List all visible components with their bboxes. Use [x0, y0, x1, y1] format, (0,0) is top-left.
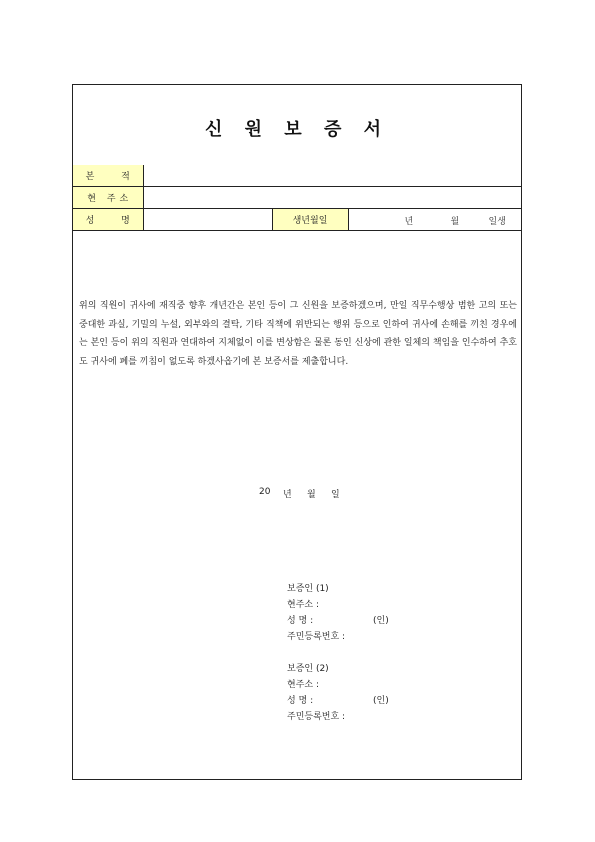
birthdate-field[interactable] — [348, 209, 522, 231]
address-field[interactable] — [143, 187, 522, 209]
name-field[interactable] — [143, 209, 272, 231]
birth-year-unit: 년 — [404, 217, 414, 227]
guarantee-statement: 위의 직원이 귀사에 재직중 향후 개년간은 본인 등이 그 신원을 보증하겠으며, 만일 직무수행상 범한 고의 또는 중대한 과실, 기밀의 누설, 외부와의 결탁, 기타 직책에 위반되는 행위 등으로 인하여 귀사에 손해를 끼친 경우에는 본인 등이 위의 직원과 연대하여 지체없이 이를 변상함은 물론 동인 신상에 관한 일체의 책임을 인수하여 추호도 귀사에 폐를 끼침이 없도록 하겠사옵기에 본 보증서를 제출합니다. — [79, 301, 517, 368]
info-row-address — [73, 187, 522, 209]
guarantor-1-name-label: 성 명 : — [287, 616, 314, 626]
info-row-name — [73, 209, 522, 231]
guarantor-1-address-label: 현주소 : — [287, 600, 319, 610]
document-title: 신 원 보 증 서 — [204, 119, 389, 140]
guarantor-2-heading: 보증인 (2) — [287, 664, 329, 674]
date-day-unit: 일 — [331, 490, 340, 500]
date-prefix: 20 — [259, 487, 271, 497]
guarantor-1-name-row — [287, 613, 389, 629]
address-label: 현 주소 — [73, 187, 143, 209]
guarantor-1-heading: 보증인 (1) — [287, 584, 329, 594]
birth-day-unit: 일생 — [488, 217, 506, 227]
domicile-label: 본 적 — [73, 165, 143, 187]
guarantor-2-id-label: 주민등록번호 : — [287, 712, 346, 722]
info-row-domicile — [73, 165, 522, 187]
date-month-unit: 월 — [307, 490, 316, 500]
name-label: 성 명 — [73, 209, 143, 231]
guarantor-2-name-row — [287, 693, 389, 709]
guarantor-1-id-label: 주민등록번호 : — [287, 632, 346, 642]
info-table — [73, 165, 522, 231]
birth-month-unit: 월 — [450, 217, 460, 227]
guarantor-2-name-label: 성 명 : — [287, 696, 314, 706]
guarantor-2-block — [287, 661, 389, 725]
birthdate-label: 생년월일 — [272, 209, 348, 231]
guarantor-1-seal: (인) — [373, 616, 389, 626]
guarantor-2-seal: (인) — [373, 696, 389, 706]
guarantor-1-block — [287, 581, 389, 645]
document-frame — [72, 84, 522, 780]
guarantor-2-address-label: 현주소 : — [287, 680, 319, 690]
date-year-unit: 년 — [283, 490, 292, 500]
domicile-field[interactable] — [143, 165, 522, 187]
